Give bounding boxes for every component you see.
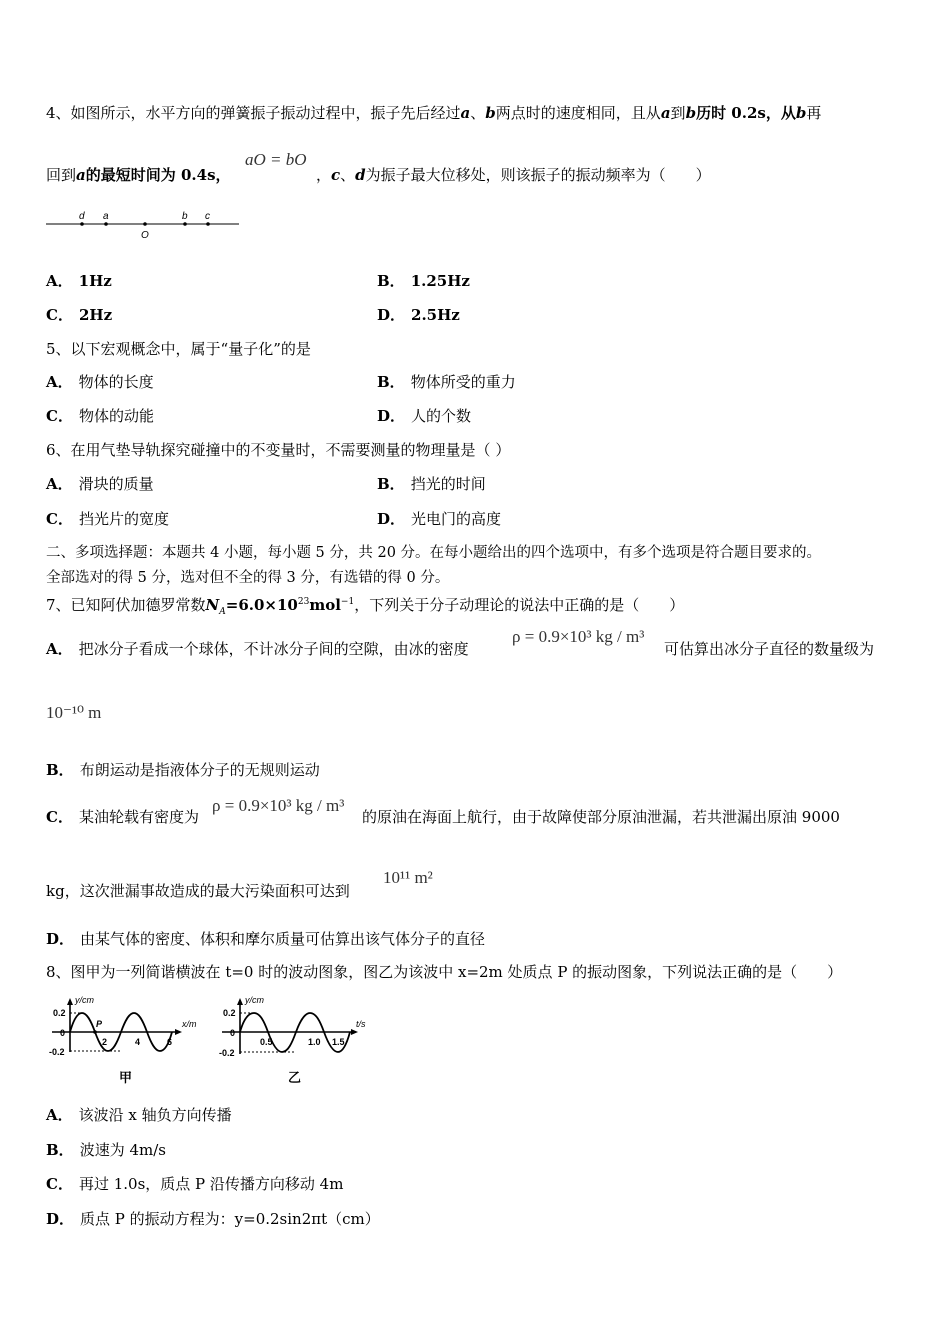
ytick-zero: 0 <box>60 1028 66 1038</box>
q7-stem: 7、已知阿伏加德罗常数$N_A=6.0\times 10^{23}mol^{-1}$，下列关于分子动理论的说法中正确的是（ ） <box>46 596 685 617</box>
q7-option-c-value: 10¹¹ m² <box>383 868 433 887</box>
q6-option-a[interactable]: A． 滑块的质量 <box>46 475 154 493</box>
q4-stem-line1: 4、如图所示，水平方向的弹簧振子振动过程中，振子先后经过a、b两点时的速度相同，且从a到b历时 0.2s，从b再 <box>46 104 822 122</box>
ylabel: y/cm <box>75 995 94 1005</box>
ytick-top: 0.2 <box>223 1008 236 1018</box>
ylabel: y/cm <box>245 995 264 1005</box>
q4-stem-line2: 回到a的最短时间为 0.4s， <box>46 166 231 184</box>
q7-option-a-tail: 可估算出冰分子直径的数量级为 <box>664 640 875 658</box>
ytick-top: 0.2 <box>53 1008 66 1018</box>
q4-option-d[interactable]: D． 2.5Hz <box>377 306 460 324</box>
label-b: b <box>182 211 188 222</box>
q7-option-b[interactable]: B． 布朗运动是指液体分子的无规则运动 <box>46 761 320 779</box>
point-o <box>143 222 147 226</box>
q6-option-d[interactable]: D． 光电门的高度 <box>377 510 502 528</box>
label-a: a <box>103 211 109 222</box>
q4-option-c[interactable]: C． 2Hz <box>46 306 113 324</box>
ttick-0-5: 0.5 <box>260 1037 273 1047</box>
section2-line2: 全部选对的得 5 分，选对但不全的得 3 分，有选错的得 0 分。 <box>46 570 450 586</box>
label-d: d <box>79 211 85 222</box>
q5-option-d[interactable]: D． 人的个数 <box>377 407 472 425</box>
y-axis-arrow-icon <box>67 998 73 1005</box>
q8-option-a[interactable]: A． 该波沿 x 轴负方向传播 <box>46 1106 232 1124</box>
q6-stem: 6、在用气垫导轨探究碰撞中的不变量时，不需要测量的物理量是（ ） <box>46 441 511 459</box>
point-p <box>93 1030 97 1034</box>
label-c: c <box>205 211 210 222</box>
q7-option-c-line2: kg，这次泄漏事故造成的最大污染面积可达到 <box>46 882 350 900</box>
label-o: O <box>141 230 149 241</box>
q8-stem: 8、图甲为一列简谐横波在 t=0 时的波动图象，图乙为该波中 x=2m 处质点 P 的振动图象，下列说法正确的是（ ） <box>46 963 843 981</box>
section2-line1: 二、多项选择题：本题共 4 小题，每小题 5 分，共 20 分。在每小题给出的四个选项中，有多个选项是符合题目要求的。 <box>46 545 822 561</box>
ytick-bottom: -0.2 <box>49 1047 65 1057</box>
q4-stem-line2-tail: ，c、d为振子最大位移处，则该振子的振动频率为（ ） <box>316 166 711 184</box>
ttick-1-5: 1.5 <box>332 1037 345 1047</box>
q8-option-b[interactable]: B． 波速为 4m/s <box>46 1141 166 1159</box>
point-b <box>183 222 187 226</box>
ytick-bottom: -0.2 <box>219 1048 235 1058</box>
q6-option-b[interactable]: B． 挡光的时间 <box>377 475 486 493</box>
tlabel: t/s <box>356 1019 366 1029</box>
q7-ice-density-formula: ρ = 0.9×10³ kg / m³ <box>512 627 645 646</box>
q5-stem: 5、以下宏观概念中，属于“量子化”的是 <box>46 340 311 358</box>
caption-yi: 乙 <box>288 1070 302 1085</box>
q6-option-c[interactable]: C． 挡光片的宽度 <box>46 510 169 528</box>
t-axis-arrow-icon <box>351 1029 358 1035</box>
caption-jia: 甲 <box>119 1070 133 1085</box>
ytick-zero: 0 <box>230 1028 236 1038</box>
q5-option-a[interactable]: A． 物体的长度 <box>46 373 154 391</box>
q8-option-d[interactable]: D． 质点 P 的振动方程为：y=0.2sin2πt（cm） <box>46 1210 380 1228</box>
xtick-4: 4 <box>135 1037 141 1047</box>
xtick-6: 6 <box>167 1037 173 1047</box>
y-axis-arrow-icon <box>237 998 243 1005</box>
point-p-label: P <box>96 1019 103 1029</box>
q5-option-b[interactable]: B． 物体所受的重力 <box>377 373 516 391</box>
point-c <box>206 222 210 226</box>
q7-option-c-line1[interactable]: C． 某油轮载有密度为 <box>46 808 199 826</box>
q7-option-c-tail: 的原油在海面上航行，由于故障使部分原油泄漏，若共泄漏出原油 9000 <box>362 808 840 826</box>
q7-option-a-value: 10⁻¹⁰ m <box>46 703 102 722</box>
xlabel: x/m <box>182 1019 197 1029</box>
spring-oscillator-diagram <box>44 206 244 242</box>
xtick-2: 2 <box>102 1037 108 1047</box>
point-d <box>80 222 84 226</box>
q7-option-d[interactable]: D． 由某气体的密度、体积和摩尔质量可估算出该气体分子的直径 <box>46 930 486 948</box>
q4-option-b[interactable]: B． 1.25Hz <box>377 272 470 290</box>
x-axis-arrow-icon <box>175 1029 182 1035</box>
q5-option-c[interactable]: C． 物体的动能 <box>46 407 154 425</box>
q7-oil-density-formula: ρ = 0.9×10³ kg / m³ <box>212 796 345 815</box>
wave-graph-jia <box>46 994 206 1090</box>
point-a <box>104 222 108 226</box>
q7-option-a-line1[interactable]: A． 把冰分子看成一个球体，不计冰分子间的空隙，由冰的密度 <box>46 640 469 658</box>
q8-option-c[interactable]: C． 再过 1.0s，质点 P 沿传播方向移动 4m <box>46 1175 344 1193</box>
q4-option-a[interactable]: A． 1Hz <box>46 272 112 290</box>
ttick-1-0: 1.0 <box>308 1037 321 1047</box>
vibration-graph-yi <box>216 994 376 1090</box>
q4-formula: aO = bO <box>245 150 307 169</box>
